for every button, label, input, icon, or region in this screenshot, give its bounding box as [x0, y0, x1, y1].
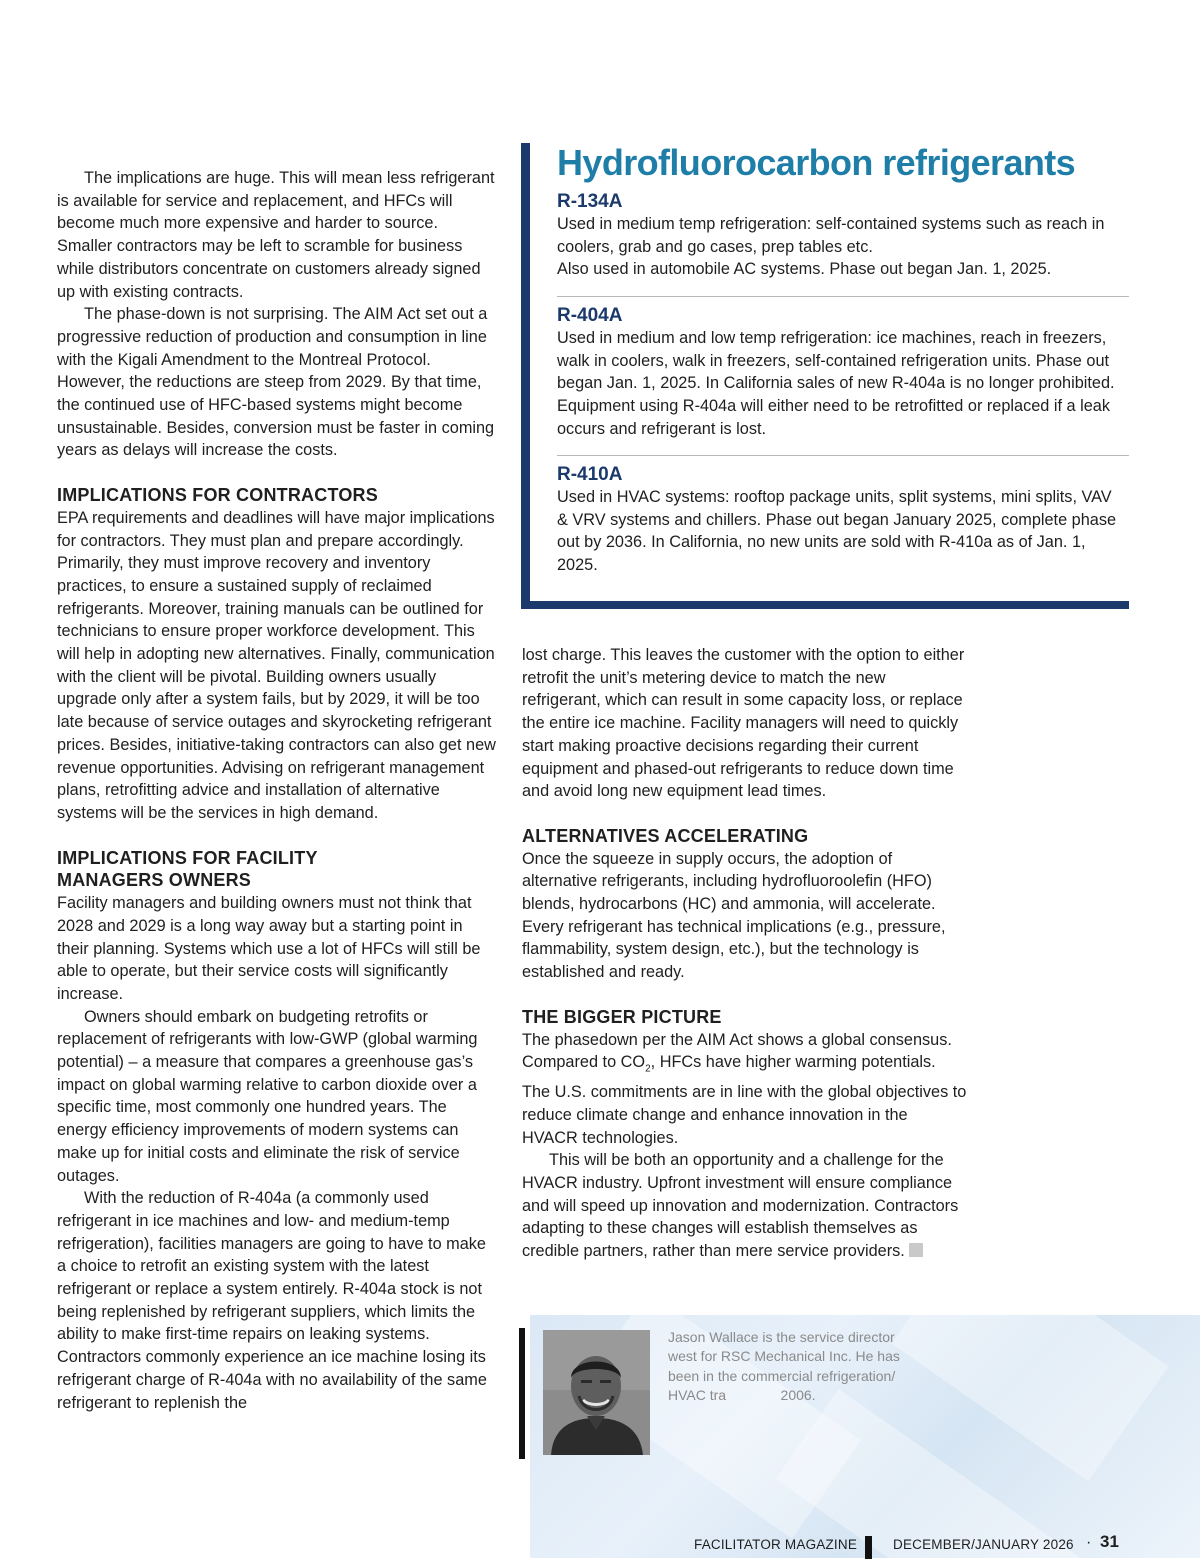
contractors-heading: IMPLICATIONS FOR CONTRACTORS [57, 485, 378, 506]
footer-magazine-name: FACILITATOR MAGAZINE [694, 1537, 858, 1552]
bigger-picture-heading: THE BIGGER PICTURE [522, 1006, 722, 1027]
co2-subscript: 2 [645, 1063, 651, 1075]
facility-paragraph-3: With the reduction of R-404a (a commonly used refrigerant in ice machines and low- and medium-temp refrigeration), facilities managers are going to have to make a choice to retrofit an existing system with the latest refrigerant or replace a system entirely. R-404a stock is not being replenished by refrigerant suppliers, which limits the ability to make first-time repairs on leaking systems. Contractors commonly experience an ice machine losing its refrigerant charge of R-404a with no availability of the same refrigerant to replenish the [57, 1189, 487, 1412]
refrigerant-name: R-410A [557, 464, 623, 485]
right-column [522, 644, 967, 1263]
facility-paragraph-2: Owners should embark on budgeting retrofits or replacement of refrigerants with low-GWP (global warming potential) – a measure that compares a greenhouse gas’s impact on global warming relative to carbon dioxide over a specific time, most commonly one hundred years. The energy efficiency improvements of modern systems can make up for initial costs and eliminate the risk of service outages. [57, 1007, 478, 1185]
refrigerant-item [557, 305, 1127, 441]
sidebar-divider [557, 455, 1129, 456]
sidebar-title: Hydrofluorocarbon refrigerants [557, 142, 1076, 183]
bigger-p2-text: This will be both an opportunity and a challenge for the HVACR industry. Upfront investment will ensure compliance and will speed up innovation and modernization. Contractors adapting to these changes will establish themselves as credible partners, rather than mere service providers. [522, 1151, 959, 1261]
refrigerant-item [557, 464, 1127, 577]
bigger-picture-paragraph-2 [522, 1149, 967, 1263]
footer-separator-dot: · [1086, 1534, 1092, 1551]
author-bio-line: HVAC tra 2006. [668, 1386, 816, 1403]
footer-issue-date: DECEMBER/JANUARY 2026 [893, 1537, 1074, 1552]
refrigerant-description: Used in HVAC systems: rooftop package units, split systems, mini splits, VAV & VRV systems and chillers. Phase out began January 2025, complete phase out by 2036. In California, no new units are sold with R-410a as of Jan. 1, 2025. [557, 488, 1117, 575]
alternatives-paragraph: Once the squeeze in supply occurs, the adoption of alternative refrigerants, including hydrofluoroolefin (HFO) blends, hydrocarbons (HC) and ammonia, will accelerate. Every refrigerant has technical implications (e.g., pressure, flammability, system design, etc.), but the technology is established and ready. [522, 849, 946, 982]
refrigerant-item [557, 191, 1127, 281]
author-bio-line: been in the commercial refrigeration/ [668, 1367, 896, 1384]
facility-heading [57, 847, 497, 892]
author-photo [543, 1330, 650, 1455]
author-bio-line: west for RSC Mechanical Inc. He has [668, 1348, 900, 1365]
bigger-picture-paragraph-1 [522, 1029, 967, 1150]
author-bio-line: Jason Wallace is the service director [668, 1329, 895, 1345]
bigger-p1-part-a: The phasedown per the AIM Act shows a global consensus. Compared to CO [522, 1030, 952, 1072]
refrigerant-description: Used in medium and low temp refrigeration: ice machines, reach in freezers, walk in coolers, walk in freezers, self-contained refrigeration units. Phase out began Jan. 1, 2025. In California sales of new R-404a is no longer prohibited. Equipment using R-404a will either need to be retrofitted or replaced if a leak occurs and refrigerant is lost. [557, 329, 1115, 438]
left-column [57, 167, 497, 1414]
sidebar-left-bar [521, 143, 530, 609]
refrigerant-name: R-134A [557, 191, 623, 212]
page-number: 31 [1100, 1532, 1119, 1551]
continued-paragraph: lost charge. This leaves the customer with the option to either retrofit the unit’s metering device to match the new refrigerant, which can result in some capacity loss, or replace the entire ice machine. Facility managers will need to quickly start making proactive decisions regarding their current equipment and phased-out refrigerants to reduce down time and avoid long new equipment lead times. [522, 646, 965, 801]
end-of-article-mark [909, 1243, 923, 1257]
facility-paragraph-1: Facility managers and building owners must not think that 2028 and 2029 is a long way away but a starting point in their planning. Systems which use a lot of HFCs will still be able to operate, but their service costs will significantly increase. [57, 894, 481, 1003]
facility-heading-line2: MANAGERS OWNERS [57, 870, 252, 891]
contractors-paragraph: EPA requirements and deadlines will have major implications for contractors. They must plan and prepare accordingly. Primarily, they must improve recovery and inventory practices, to ensure a sustained supply of reclaimed refrigerants. Moreover, training manuals can be outlined for technicians to ensure proper workforce development. This will help in adopting new alternatives. Finally, communication with the client will be pivotal. Building owners usually upgrade only after a system fails, but by 2029, it will be too late because of service outages and skyrocketing refrigerant prices. Besides, initiative-taking contractors can also get new revenue opportunities. Advising on refrigerant management plans, retrofitting advice and installation of alternative systems will be the services in high demand. [57, 508, 496, 822]
author-bio [668, 1328, 943, 1405]
sidebar-divider [557, 296, 1129, 297]
refrigerant-description-extra: Also used in automobile AC systems. Phase out began Jan. 1, 2025. [557, 260, 1052, 279]
author-accent-bar [519, 1328, 525, 1459]
refrigerant-name: R-404A [557, 305, 623, 326]
refrigerants-sidebar [521, 143, 1129, 609]
alternatives-heading: ALTERNATIVES ACCELERATING [522, 825, 809, 846]
bigger-p1-part-b: , HFCs have higher warming potentials. The U.S. commitments are in line with the global objectives to reduce climate change and enhance innovation in the HVACR technologies. [522, 1053, 967, 1147]
sidebar-bottom-bar [521, 601, 1129, 609]
intro-paragraph-1: The implications are huge. This will mean less refrigerant is available for service and replacement, and HFCs will become much more expensive and harder to source. Smaller contractors may be left to scramble for business while distributors concentrate on customers already signed up with existing contracts. [57, 169, 495, 301]
facility-heading-line1: IMPLICATIONS FOR FACILITY [57, 847, 318, 868]
refrigerant-description: Used in medium temp refrigeration: self-contained systems such as reach in coolers, grab and go cases, prep tables etc. [557, 215, 1105, 256]
intro-paragraph-2: The phase-down is not surprising. The AIM Act set out a progressive reduction of production and consumption in line with the Kigali Amendment to the Montreal Protocol. However, the reductions are steep from 2029. By that time, the continued use of HFC-based systems might become unsustainable. Besides, conversion must be faster in coming years as delays will increase the costs. [57, 305, 495, 460]
author-portrait-image [543, 1330, 650, 1455]
footer-divider-bar [865, 1536, 872, 1559]
